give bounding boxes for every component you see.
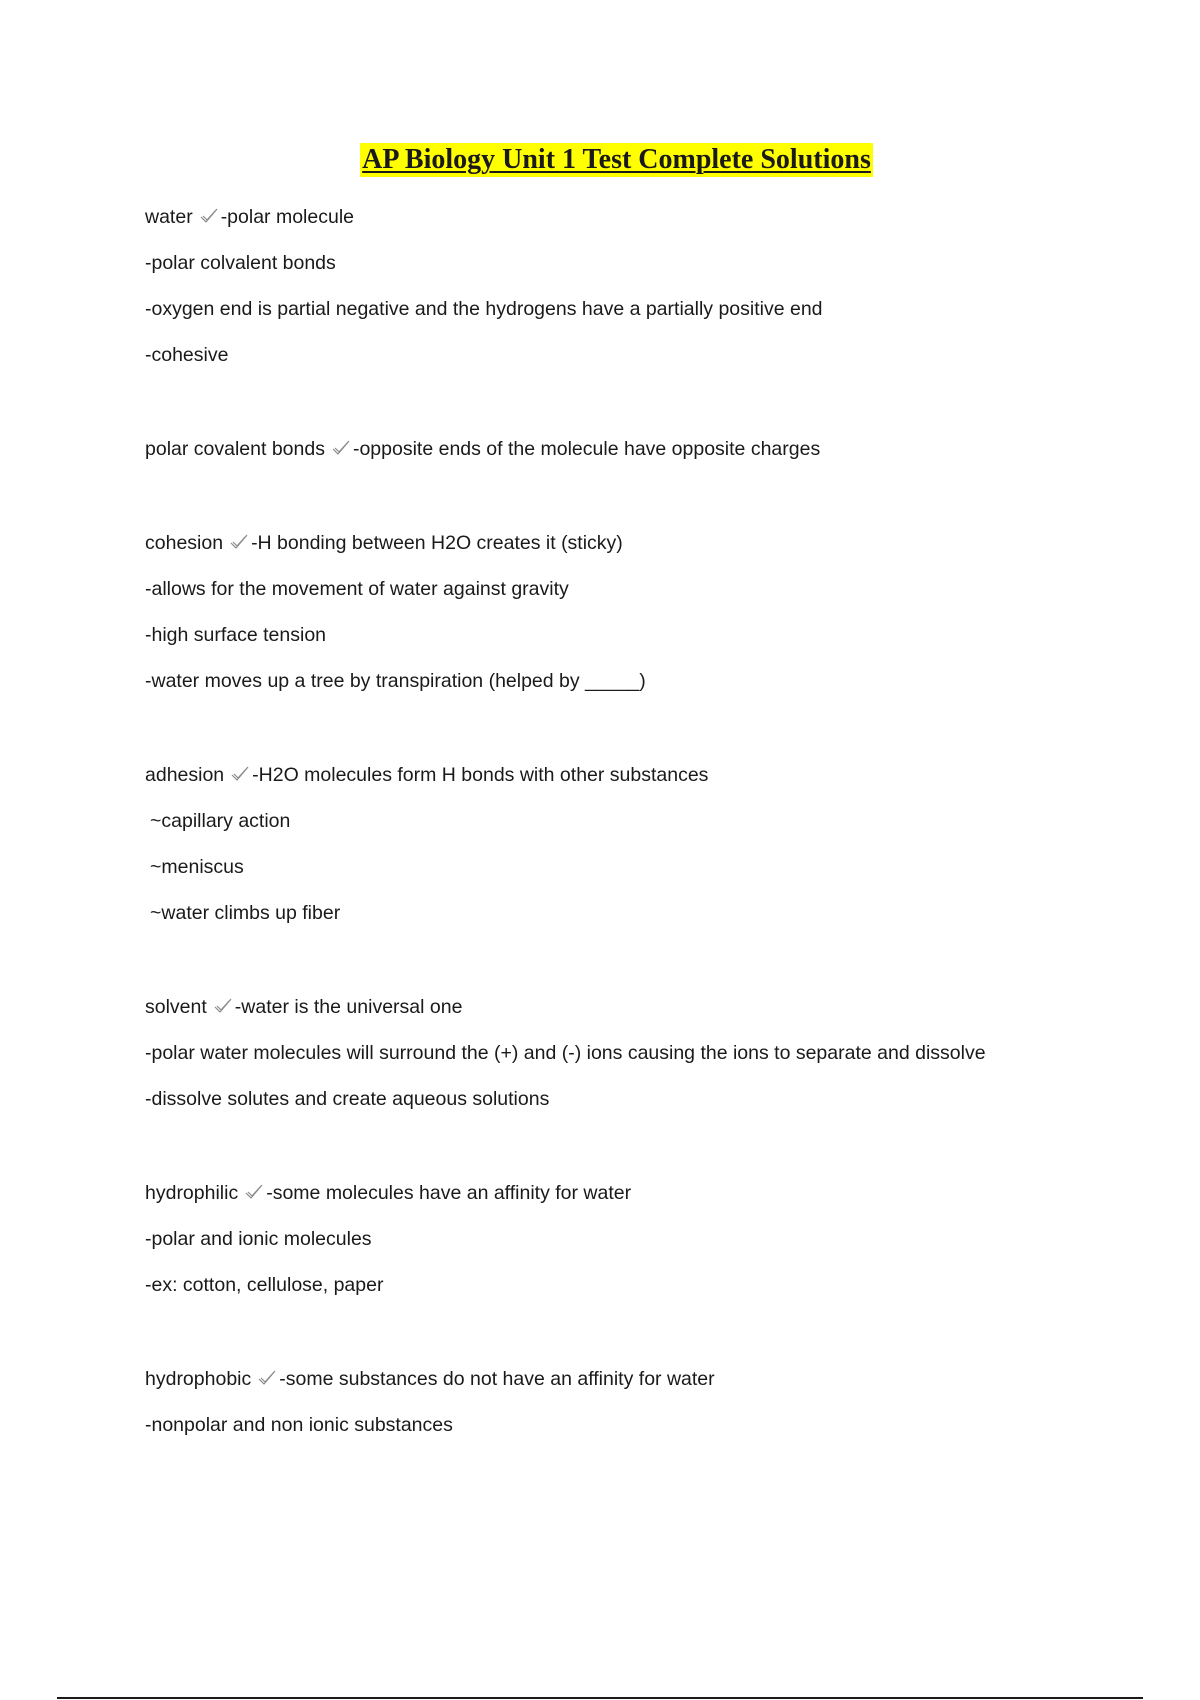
entry-detail: -polar water molecules will surround the (+) and (-) ions causing the ions to separate and dissolve [145,1042,986,1064]
entry-definition: -some substances do not have an affinity for water [279,1368,715,1390]
entry-term: cohesion [145,532,224,554]
entry-hydrophobic [145,1367,1075,1391]
entry-detail: -ex: cotton, cellulose, paper [145,1274,384,1296]
entry-hydrophilic [145,1181,1075,1205]
entry-definition: -water is the universal one [234,996,463,1018]
study-entries [145,205,1075,1459]
entry-definition: -polar molecule [220,206,354,228]
entry-term: adhesion [145,764,225,786]
entry-detail: -high surface tension [145,624,327,646]
entry-detail: -dissolve solutes and create aqueous solutions [145,1088,550,1110]
entry-detail: -polar and ionic molecules [145,1228,372,1250]
entry-detail: ~meniscus [150,856,244,878]
title-container [0,143,1200,177]
footer-divider [57,1697,1143,1699]
entry-term: hydrophobic [145,1368,252,1390]
entry-water [145,205,1075,229]
entry-detail: ~water climbs up fiber [150,902,341,924]
check-mark-icon [229,764,251,784]
entry-cohesion [145,531,1075,555]
check-mark-icon [330,438,352,458]
entry-term: solvent [145,996,207,1018]
entry-detail: ~capillary action [150,810,291,832]
entry-term: hydrophilic [145,1182,239,1204]
entry-detail: -polar colvalent bonds [145,252,336,274]
entry-definition: -H2O molecules form H bonds with other substances [252,764,709,786]
entry-detail: -water moves up a tree by transpiration (helped by _____) [145,670,646,692]
check-mark-icon [243,1182,265,1202]
check-mark-icon [256,1368,278,1388]
check-mark-icon [212,996,234,1016]
entry-term: polar covalent bonds [145,438,325,460]
entry-detail: -oxygen end is partial negative and the hydrogens have a partially positive end [145,298,823,320]
entry-solvent [145,995,1075,1019]
entry-definition: -H bonding between H2O creates it (sticky) [251,532,623,554]
entry-detail: -cohesive [145,344,229,366]
page-title: AP Biology Unit 1 Test Complete Solutions [362,144,871,175]
entry-adhesion [145,763,1075,787]
check-mark-icon [228,532,250,552]
entry-polar-covalent-bonds [145,437,1075,461]
entry-definition: -some molecules have an affinity for water [266,1182,632,1204]
entry-definition: -opposite ends of the molecule have opposite charges [352,438,821,460]
check-mark-icon [198,206,220,226]
entry-term: water [145,206,193,228]
entry-detail: -nonpolar and non ionic substances [145,1414,453,1436]
entry-detail: -allows for the movement of water against gravity [145,578,569,600]
